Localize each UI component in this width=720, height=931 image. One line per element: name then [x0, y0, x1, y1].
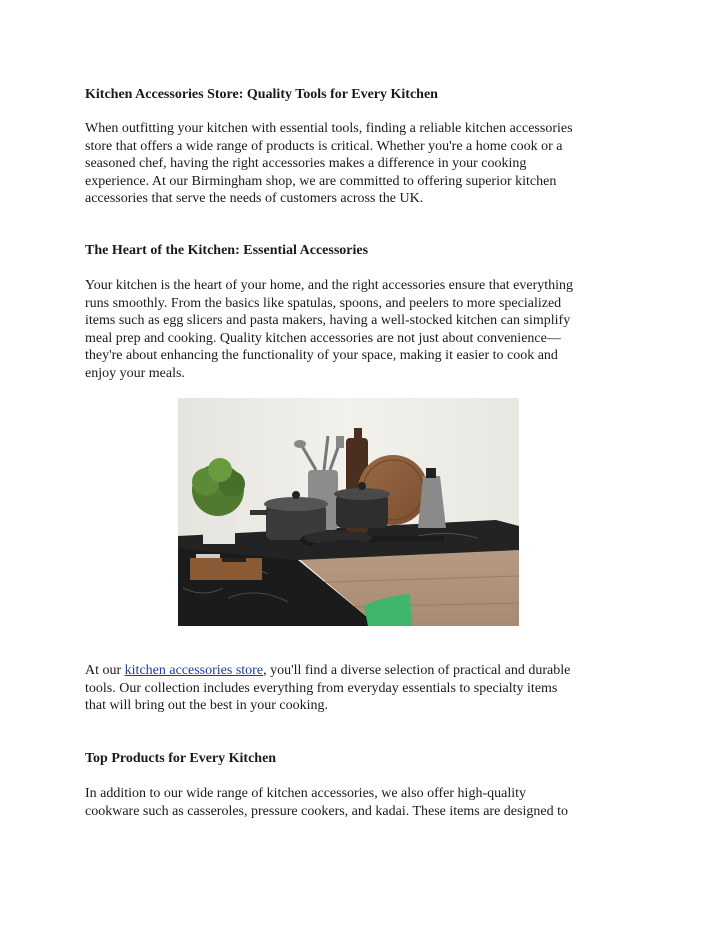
kitchen-photo — [178, 398, 519, 626]
link-prefix-text: At our — [85, 663, 125, 678]
paragraph-line: Your kitchen is the heart of your home, and the right accessories ensure that everything — [85, 278, 574, 293]
paragraph-line: that will bring out the best in your cooking. — [85, 698, 329, 714]
paragraph-line: seasoned chef, having the right accessories makes a difference in your cooking — [85, 156, 527, 172]
paragraph-line: items such as egg slicers and pasta makers, having a well-stocked kitchen can simplify — [85, 313, 571, 329]
paragraph-line: they're about enhancing the functionality of your space, making it easier to cook and — [85, 348, 558, 364]
paragraph-line: runs smoothly. From the basics like spatulas, spoons, and peelers to more specialized — [85, 295, 562, 311]
paragraph-4 — [85, 785, 568, 820]
paragraph-line: store that offers a wide range of products is critical. Whether you're a home cook or a — [85, 138, 563, 154]
paragraph-3 — [85, 662, 570, 715]
paragraph-2 — [85, 277, 573, 383]
frying-pan-handle — [374, 536, 444, 541]
paragraph-line: enjoy your meals. — [85, 365, 185, 381]
paragraph-line: accessories that serve the needs of customers across the UK. — [85, 191, 424, 207]
paragraph-line: meal prep and cooking. Quality kitchen accessories are not just about convenience— — [85, 330, 561, 346]
kitchen-accessories-store-link[interactable]: kitchen accessories store — [124, 663, 264, 678]
plant-pot — [203, 516, 235, 544]
paragraph-line — [85, 662, 570, 680]
paragraph-line: experience. At our Birmingham shop, we are committed to offering superior kitchen — [85, 173, 557, 189]
paragraph-line: tools. Our collection includes everything from everyday essentials to specialty items — [85, 680, 558, 696]
section-heading-1: Kitchen Accessories Store: Quality Tools for Every Kitchen — [85, 87, 438, 102]
section-heading-2: The Heart of the Kitchen: Essential Accessories — [85, 243, 369, 258]
paragraph-line: In addition to our wide range of kitchen accessories, we also offer high-quality — [85, 786, 526, 801]
paragraph-line: cookware such as casseroles, pressure cookers, and kadai. These items are designed to — [85, 803, 568, 819]
link-suffix-text: , you'll find a diverse selection of practical and durable — [263, 663, 571, 678]
section-heading-4: Top Products for Every Kitchen — [85, 751, 277, 766]
paragraph-line: When outfitting your kitchen with essential tools, finding a reliable kitchen accessories — [85, 121, 573, 136]
paragraph-1 — [85, 120, 573, 208]
